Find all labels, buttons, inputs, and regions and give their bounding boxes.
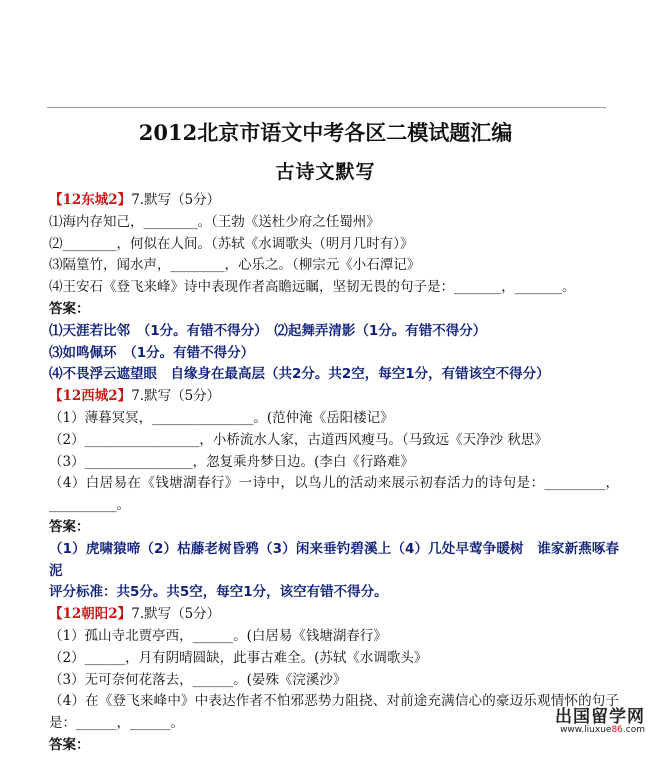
- page-subtitle: 古诗文默写: [275, 161, 376, 183]
- question-line: （1）孤山寺北贾亭西，______。(白居易《钱塘湖春行》: [49, 627, 387, 644]
- answer-label: 答案：: [49, 736, 90, 753]
- section-tag: 【12朝阳2】: [49, 606, 132, 623]
- question-line: ⑴海内存知己，________。（王勃《送杜少府之任蜀州》: [49, 213, 380, 230]
- section-heading: [49, 604, 619, 626]
- question-line: （2）______，月有阴晴圆缺，此事古难全。(苏轼《水调歌头》: [49, 649, 428, 666]
- section-head: 7.默写（5分）: [131, 192, 221, 208]
- question-line: （4）白居易在《钱塘湖春行》一诗中，以鸟儿的活动来展示初春活力的诗句是：_________，__________。: [49, 475, 619, 514]
- document-body: [49, 190, 619, 757]
- question-line: （3）________________，忽复乘舟梦日边。(李白《行路难》: [49, 453, 414, 470]
- question-line: ⑵________，何似在人间。（苏轼《水调歌头（明月几时有）》: [49, 235, 414, 252]
- section-tag: 【12东城2】: [49, 192, 132, 208]
- header-rule: [47, 107, 606, 108]
- score-line: [49, 582, 619, 604]
- answer-label: 答案：: [49, 518, 90, 535]
- site-watermark: [555, 702, 645, 735]
- question-line: ⑶隔篁竹，闻水声，________，心乐之。（柳宗元《小石潭记》: [49, 257, 421, 274]
- question-line: （2）_________________，小桥流水人家，古道西风瘦马。（马致远《天净沙 秋思》: [49, 431, 548, 448]
- question-line: ⑷王安石《登飞来峰》诗中表现作者高瞻远瞩，坚韧无畏的句子是：_______，_______。: [49, 279, 576, 296]
- score-label: 评分标准：: [49, 584, 117, 601]
- question-line: （4）在《登飞来峰中》中表达作者不怕邪恶势力阻挠、对前途充满信心的豪迈乐观情怀的句子是：______，______。: [49, 693, 619, 732]
- answer-line: ⑴天涯若比邻 （1分。有错不得分） ⑵起舞弄清影（1分。有错不得分）: [49, 322, 487, 339]
- answer-line: （1）虎啸猿啼（2）枯藤老树昏鸦（3）闲来垂钓碧溪上（4）几处早莺争暖树 谁家新燕啄春泥: [49, 540, 619, 579]
- question-line: （3）无可奈何花落去，______。(晏殊《浣溪沙》: [49, 671, 347, 688]
- answer-line: ⑶如鸣佩环 （1分。有错不得分）: [49, 344, 255, 361]
- section-head: 7.默写（5分）: [131, 606, 221, 623]
- section-tag: 【12西城2】: [49, 388, 132, 405]
- score-text: 共5分。共5空，每空1分，该空有错不得分。: [116, 584, 388, 601]
- section-head: 7.默写（5分）: [131, 388, 221, 405]
- answer-label: 答案：: [49, 300, 90, 317]
- question-line: （1）薄暮冥冥，_______________。(范仲淹《岳阳楼记》: [49, 409, 394, 426]
- watermark-text: 出国留学网: [555, 707, 645, 727]
- section-heading: [49, 386, 619, 408]
- watermark-url: www.liuxue86.com: [560, 725, 645, 735]
- page-title: 2012北京市语文中考各区二模试题汇编: [138, 120, 513, 145]
- answer-line: ⑷不畏浮云遮望眼 自缘身在最高层（共2分。共2空，每空1分，有错该空不得分）: [49, 366, 550, 383]
- section-heading: [49, 190, 619, 212]
